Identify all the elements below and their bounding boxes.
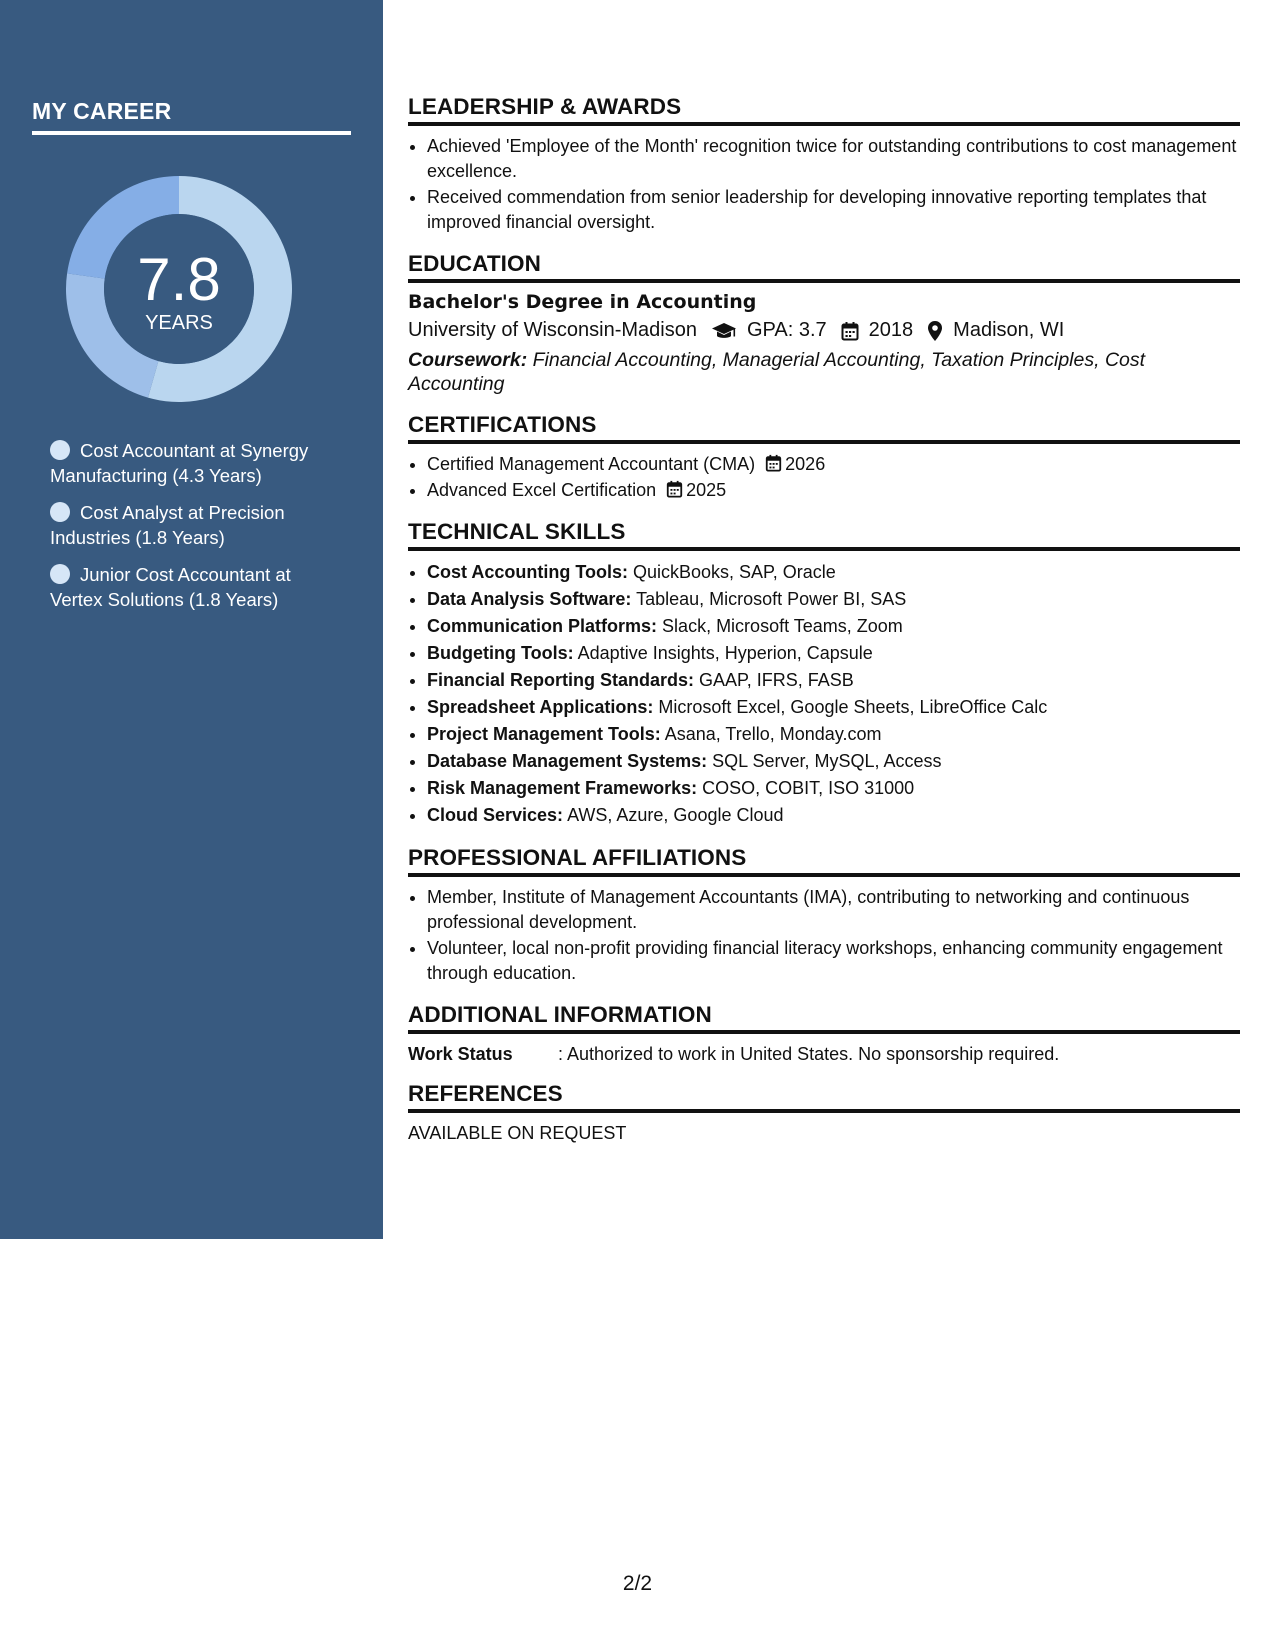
skill-item xyxy=(427,748,1240,775)
total-years-value: 7.8 xyxy=(137,245,221,313)
coursework-label: Coursework: xyxy=(408,349,528,371)
skill-value: AWS, Azure, Google Cloud xyxy=(567,805,784,825)
career-legend xyxy=(50,438,340,624)
skill-item xyxy=(427,802,1240,829)
calendar-icon xyxy=(666,480,683,498)
skill-value: SQL Server, MySQL, Access xyxy=(712,751,942,771)
skill-item xyxy=(427,559,1240,586)
skill-value: Slack, Microsoft Teams, Zoom xyxy=(662,616,903,636)
certification-item xyxy=(427,478,1240,503)
legend-dot-icon xyxy=(50,440,70,460)
gpa: GPA: 3.7 xyxy=(746,319,827,341)
skill-value: QuickBooks, SAP, Oracle xyxy=(633,562,836,582)
skill-label: Cost Accounting Tools: xyxy=(427,562,628,582)
references-text: AVAILABLE ON REQUEST xyxy=(408,1123,627,1143)
skill-value: Adaptive Insights, Hyperion, Capsule xyxy=(577,643,873,663)
main-content xyxy=(408,94,1240,1160)
certification-year: 2026 xyxy=(785,454,826,474)
work-status-row xyxy=(408,1044,1240,1065)
section-title: TECHNICAL SKILLS xyxy=(408,519,1240,551)
skill-label: Spreadsheet Applications: xyxy=(427,697,654,717)
work-status-value: : Authorized to work in United States. No sponsorship required. xyxy=(558,1044,1060,1064)
skill-value: Microsoft Excel, Google Sheets, LibreOffice Calc xyxy=(658,697,1048,717)
career-title: MY CAREER xyxy=(32,98,351,135)
coursework-list: Financial Accounting, Managerial Accounting, Taxation Principles, Cost Accounting xyxy=(408,349,1146,395)
list-item: • Achieved 'Employee of the Month' recognition twice for outstanding contributions to cost management excellence. xyxy=(427,134,1240,184)
sidebar xyxy=(0,0,383,1239)
school-name: University of Wisconsin-Madison xyxy=(408,319,697,341)
additional-info-section xyxy=(408,1002,1240,1065)
skill-value: Tableau, Microsoft Power BI, SAS xyxy=(636,589,907,609)
degree-name: Bachelor's Degree in Accounting xyxy=(408,291,757,313)
list-item: • Received commendation from senior leadership for developing innovative reporting templates that improved financial oversight. xyxy=(427,185,1240,235)
map-pin-icon xyxy=(927,320,943,342)
career-legend-item xyxy=(50,438,340,488)
role-label: Cost Accountant at Synergy Manufacturing (4.3 Years) xyxy=(50,440,309,486)
skill-label: Financial Reporting Standards: xyxy=(427,670,695,690)
education-details xyxy=(408,319,1240,342)
section-title: REFERENCES xyxy=(408,1081,1240,1113)
certification-year: 2025 xyxy=(686,480,727,500)
total-years-unit: YEARS xyxy=(145,311,213,334)
skill-label: Database Management Systems: xyxy=(427,751,708,771)
career-donut-chart xyxy=(66,176,292,402)
legend-dot-icon xyxy=(50,502,70,522)
certification-item xyxy=(427,452,1240,477)
section-title: EDUCATION xyxy=(408,251,1240,283)
coursework xyxy=(408,348,1240,396)
calendar-icon xyxy=(841,321,859,341)
skill-item xyxy=(427,640,1240,667)
calendar-icon xyxy=(765,454,782,472)
skill-label: Communication Platforms: xyxy=(427,616,658,636)
work-status-label: Work Status xyxy=(408,1044,513,1064)
skill-label: Cloud Services: xyxy=(427,805,564,825)
career-legend-item xyxy=(50,562,340,612)
legend-dot-icon xyxy=(50,564,70,584)
graduation-year: 2018 xyxy=(868,319,914,341)
graduation-cap-icon xyxy=(711,321,737,341)
education-location: Madison, WI xyxy=(953,319,1065,341)
skill-item xyxy=(427,775,1240,802)
page-number: 2/2 xyxy=(622,1572,653,1595)
skill-label: Data Analysis Software: xyxy=(427,589,632,609)
list-item: • Volunteer, local non-profit providing financial literacy workshops, enhancing community engagement through education. xyxy=(427,936,1240,986)
role-label: Junior Cost Accountant at Vertex Solutions (1.8 Years) xyxy=(50,564,291,610)
role-label: Cost Analyst at Precision Industries (1.8 Years) xyxy=(50,502,285,548)
skill-value: GAAP, IFRS, FASB xyxy=(699,670,854,690)
skill-label: Project Management Tools: xyxy=(427,724,661,744)
section-title: LEADERSHIP & AWARDS xyxy=(408,94,1240,126)
references-section xyxy=(408,1081,1240,1144)
skill-item xyxy=(427,667,1240,694)
donut-center xyxy=(66,176,292,402)
section-title: CERTIFICATIONS xyxy=(408,412,1240,444)
skill-value: COSO, COBIT, ISO 31000 xyxy=(702,778,915,798)
technical-skills-section xyxy=(408,519,1240,829)
certification-name: Advanced Excel Certification xyxy=(427,480,657,500)
list-item: • Member, Institute of Management Accountants (IMA), contributing to networking and continuous professional development. xyxy=(427,885,1240,935)
skill-item xyxy=(427,694,1240,721)
leadership-section xyxy=(408,94,1240,235)
affiliations-section xyxy=(408,845,1240,986)
certification-name: Certified Management Accountant (CMA) xyxy=(427,454,756,474)
skill-label: Risk Management Frameworks: xyxy=(427,778,698,798)
certifications-section xyxy=(408,412,1240,503)
skill-item xyxy=(427,586,1240,613)
section-title: PROFESSIONAL AFFILIATIONS xyxy=(408,845,1240,877)
skill-item xyxy=(427,721,1240,748)
section-title: ADDITIONAL INFORMATION xyxy=(408,1002,1240,1034)
education-section xyxy=(408,251,1240,396)
career-legend-item xyxy=(50,500,340,550)
skill-label: Budgeting Tools: xyxy=(427,643,574,663)
skill-value: Asana, Trello, Monday.com xyxy=(664,724,882,744)
skill-item xyxy=(427,613,1240,640)
